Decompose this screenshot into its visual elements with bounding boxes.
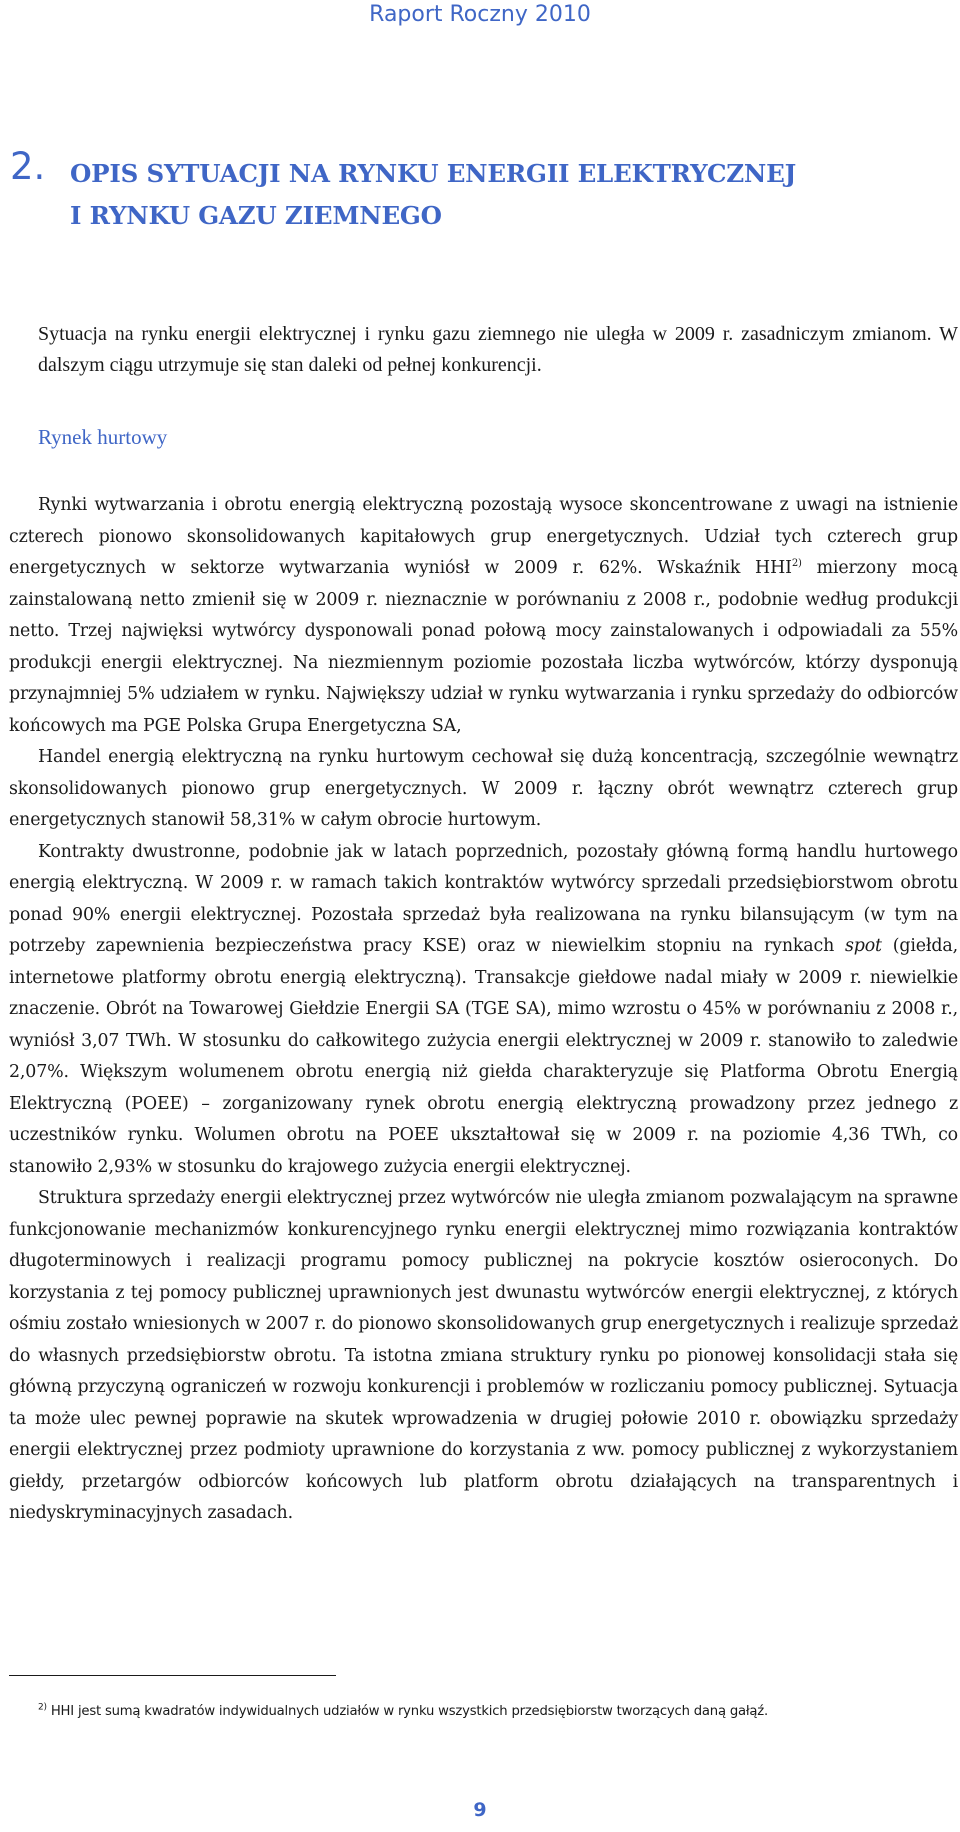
footnote-marker: 2) — [38, 1702, 47, 1713]
paragraph-3 — [9, 837, 958, 1184]
paragraph-3-text-a: Kontrakty dwustronne, podobnie jak w latach poprzednich, pozostały główną formą handlu hurtowego energią elektryczną. W 2009 r. w ramach takich kontraktów wytwórcy sprzedali przedsiębiorstwom obrotu ponad 90% energii elektrycznej. Pozostała sprzedaż była realizowana na rynku bilansującym (w tym na potrzeby zapewnienia bezpieczeństwa pracy KSE) oraz w niewielkim stopniu na rynkach — [9, 841, 958, 956]
intro-paragraph: Sytuacja na rynku energii elektrycznej i rynku gazu ziemnego nie uległa w 2009 r. zasadniczym zmianom. W dalszym ciągu utrzymuje się stan daleki od pełnej konkurencji. — [38, 323, 958, 376]
footnote-text: HHI jest sumą kwadratów indywidualnych udziałów w rynku wszystkich przedsiębiorstw tworzących daną gałąź. — [46, 1704, 769, 1719]
chapter-number: 2. — [10, 145, 46, 188]
paragraph-1-text-a: Rynki wytwarzania i obrotu energią elektryczną pozostają wysoce skoncentrowane z uwagi na istnienie czterech pionowo skonsolidowanych kapitałowych grup energetycznych. Udział tych czterech grup energetycznych w sektorze wytwarzania wyniósł w 2009 r. 62%. Wskaźnik HHI — [9, 495, 958, 578]
paragraph-3-text-b: (giełda, internetowe platformy obrotu energią elektryczną). Transakcje giełdowe nadal miały w 2009 r. niewielkie znaczenie. Obrót na Towarowej Giełdzie Energii SA (TGE SA), mimo wzrostu o 45% w porównaniu z 2008 r., wyniósł 3,07 TWh. W stosunku do całkowitego zużycia energii elektrycznej w 2009 r. stanowiło to zaledwie 2,07%. Większym wolumenem obrotu energią niż giełda charakteryzuje się Platforma Obrotu Energią Elektryczną (POEE) – zorganizowany rynek obrotu energią elektryczną prowadzony przez jednego z uczestników rynku. Wolumen obrotu na POEE ukształtował się w 2009 r. na poziomie 4,36 TWh, co stanowiło 2,93% w stosunku do krajowego zużycia energii elektrycznej. — [9, 936, 958, 1177]
footnote-ref: 2) — [791, 558, 802, 570]
section-body — [9, 490, 958, 1530]
footnote-divider — [9, 1675, 336, 1676]
page-number: 9 — [473, 1799, 487, 1821]
section-title: Rynek hurtowy — [38, 425, 168, 449]
chapter-title-line-1: OPIS SYTUACJI NA RYNKU ENERGII ELEKTRYCZNEJ — [70, 159, 796, 188]
chapter-title — [70, 153, 796, 237]
paragraph-1-text-b: mierzony mocą zainstalowaną netto zmienił się w 2009 r. nieznacznie w porównaniu z 2008 r., podobnie według produkcji netto. Trzej najwięksi wytwórcy dysponowali ponad połową mocy zainstalowanych i odpowiadali za 55% produkcji energii elektrycznej. Na niezmiennym poziomie pozostała liczba wytwórców, którzy dysponują przynajmniej 5% udziałem w rynku. Największy udział w rynku wytwarzania i rynku sprzedaży do odbiorców końcowych ma PGE Polska Grupa Energetyczna SA, — [9, 558, 958, 736]
paragraph-2: Handel energią elektryczną na rynku hurtowym cechował się dużą koncentracją, szczególnie wewnątrz skonsolidowanych pionowo grup energetycznych. W 2009 r. łączny obrót wewnątrz czterech grup energetycznych stanowił 58,31% w całym obrocie hurtowym. — [9, 747, 958, 830]
paragraph-4: Struktura sprzedaży energii elektrycznej przez wytwórców nie uległa zmianom pozwalającym na sprawne funkcjonowanie mechanizmów konkurencyjnego rynku energii elektrycznej mimo rozwiązania kontraktów długoterminowych i realizacji programu pomocy publicznej na pokrycie kosztów osieroconych. Do korzystania z tej pomocy publicznej uprawnionych jest dwunastu wytwórców energii elektrycznej, z których ośmiu zostało wniesionych w 2007 r. do pionowo skonsolidowanych grup energetycznych i realizuje sprzedaż do własnych przedsiębiorstw obrotu. Ta istotna zmiana struktury rynku po pionowej konsolidacji stała się główną przyczyną ograniczeń w rozwoju konkurencji i problemów w rozliczaniu pomocy publicznej. Sytuacja ta może ulec pewnej poprawie na skutek wprowadzenia w drugiej połowie 2010 r. obowiązku sprzedaży energii elektrycznej przez podmioty uprawnione do korzystania z ww. pomocy publicznej z wykorzystaniem giełdy, przetargów odbiorców końcowych lub platform obrotu działających na transparentnych i niedyskryminacyjnych zasadach. — [9, 1188, 959, 1523]
footnote — [38, 1704, 958, 1719]
running-header: Raport Roczny 2010 — [369, 2, 591, 27]
chapter-title-line-2: I RYNKU GAZU ZIEMNEGO — [70, 201, 442, 230]
spot-term: spot — [844, 936, 882, 956]
paragraph-1 — [9, 490, 958, 742]
